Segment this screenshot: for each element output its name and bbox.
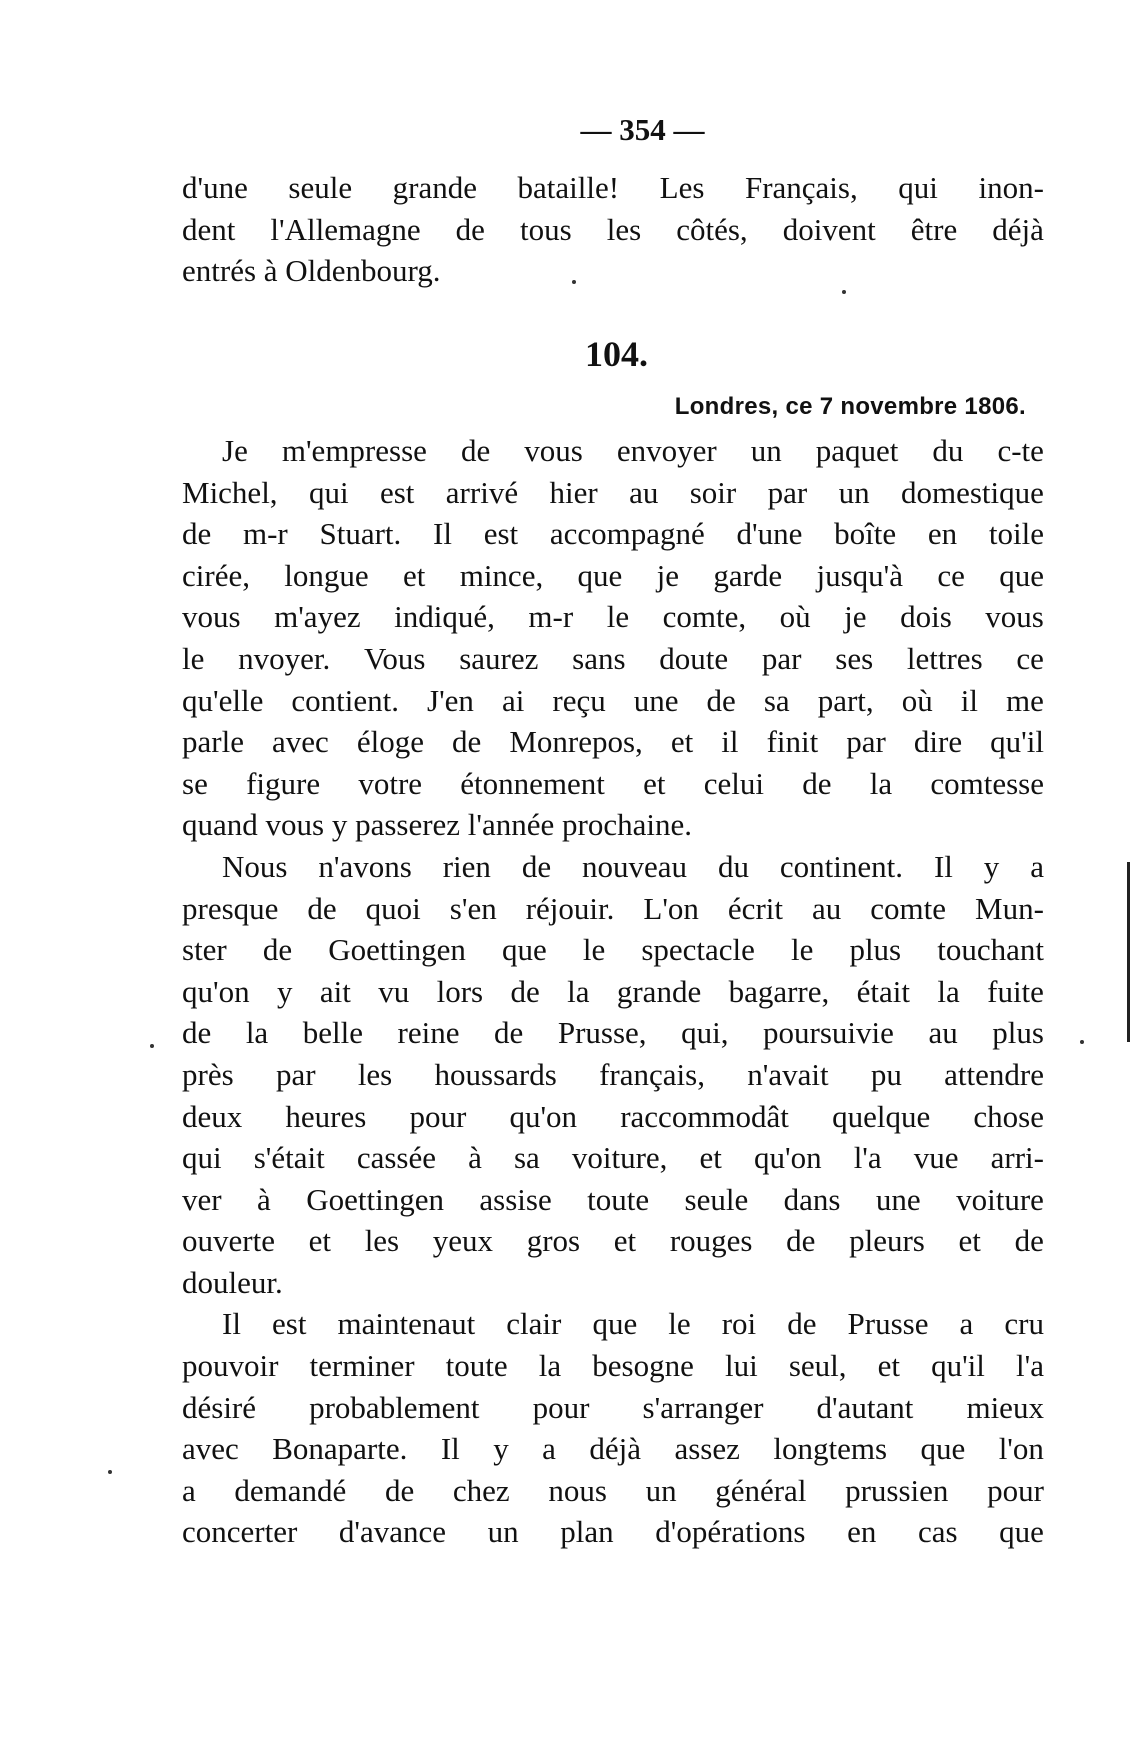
- text-line: pouvoir terminer toute la besogne lui seul, et qu'il l'a: [182, 1348, 1044, 1384]
- text-line: parle avec éloge de Monrepos, et il finit par dire qu'il: [182, 724, 1044, 760]
- text-line: quand vous y passerez l'année prochaine.: [182, 807, 693, 843]
- paragraph: [182, 430, 1044, 846]
- text-line: ver à Goettingen assise toute seule dans une voiture: [182, 1181, 1044, 1217]
- text-line: qu'on y ait vu lors de la grande bagarre, était la fuite: [182, 973, 1044, 1009]
- text-line: presque de quoi s'en réjouir. L'on écrit au comte Mun-: [182, 890, 1044, 926]
- text-line: entrés à Oldenbourg.: [182, 253, 441, 289]
- opening-text: [182, 167, 1044, 292]
- text-line: Je m'empresse de vous envoyer un paquet du c-te: [222, 433, 1044, 468]
- margin-rule: [1127, 862, 1130, 1042]
- text-line: près par les houssards français, n'avait pu attendre: [182, 1056, 1044, 1092]
- text-line: ouverte et les yeux gros et rouges de pleurs et de: [182, 1223, 1044, 1259]
- letter-body: [182, 430, 1044, 1553]
- speck: [572, 280, 576, 284]
- text-line: se figure votre étonnement et celui de la comtesse: [182, 765, 1044, 801]
- text-line: a demandé de chez nous un général prussien pour: [182, 1472, 1044, 1508]
- text-line: deux heures pour qu'on raccommodât quelque chose: [182, 1098, 1044, 1134]
- speck: [150, 1044, 154, 1048]
- text-line: désiré probablement pour s'arranger d'autant mieux: [182, 1389, 1044, 1425]
- speck: [108, 1470, 112, 1474]
- text-line: dent l'Allemagne de tous les côtés, doivent être déjà: [182, 211, 1044, 247]
- text-line: concerter d'avance un plan d'opérations en cas que: [182, 1514, 1044, 1550]
- paragraph: [182, 1303, 1044, 1553]
- text-line: qui s'était cassée à sa voiture, et qu'on l'a vue arri-: [182, 1140, 1044, 1176]
- text-line: Michel, qui est arrivé hier au soir par un domestique: [182, 474, 1044, 510]
- text-line: ster de Goettingen que le spectacle le plus touchant: [182, 932, 1044, 968]
- text-line: Il est maintenaut clair que le roi de Prusse a cru: [222, 1306, 1044, 1342]
- speck: [1080, 1040, 1084, 1044]
- page-number: — 354 —: [580, 112, 705, 147]
- letter-number: 104.: [585, 334, 648, 374]
- text-line: de la belle reine de Prusse, qui, poursuivie au plus: [182, 1015, 1044, 1051]
- dateline: Londres, ce 7 novembre 1806.: [674, 393, 1026, 420]
- text-line: douleur.: [182, 1264, 283, 1300]
- text-line: Nous n'avons rien de nouveau du continent. Il y a: [222, 848, 1044, 884]
- paragraph: [182, 846, 1044, 1304]
- text-line: qu'elle contient. J'en ai reçu une de sa part, où il me: [182, 682, 1044, 718]
- text-line: de m-r Stuart. Il est accompagné d'une boîte en toile: [182, 516, 1044, 552]
- text-line: vous m'ayez indiqué, m-r le comte, où je dois vous: [182, 599, 1044, 635]
- text-line: d'une seule grande bataille! Les Français, qui inon-: [182, 170, 1044, 205]
- text-line: cirée, longue et mince, que je garde jusqu'à ce que: [182, 557, 1044, 593]
- text-line: avec Bonaparte. Il y a déjà assez longtems que l'on: [182, 1431, 1044, 1467]
- text-line: le nvoyer. Vous saurez sans doute par ses lettres ce: [182, 640, 1044, 676]
- speck: [842, 290, 846, 294]
